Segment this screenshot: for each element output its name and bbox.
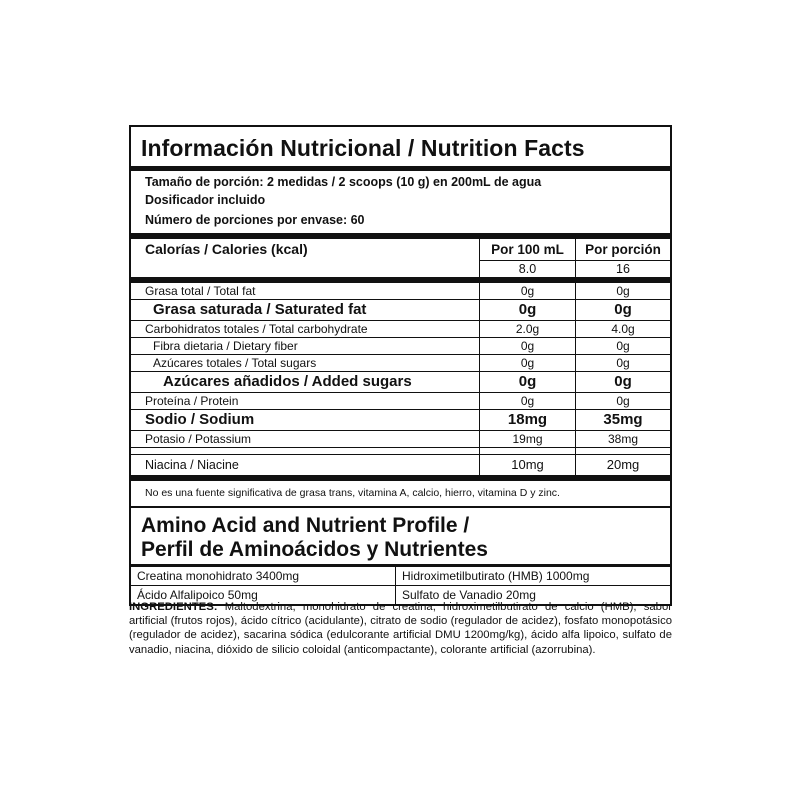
calories-header-row: [131, 239, 670, 261]
table-row: [131, 355, 670, 372]
ingredients-label: INGREDIENTES:: [129, 601, 218, 613]
nutrient-label: Fibra dietaria / Dietary fiber: [131, 338, 480, 355]
nutrient-per100: 2.0g: [480, 321, 576, 338]
table-row: [131, 300, 670, 321]
nutrient-per100: 19mg: [480, 431, 576, 448]
nutrient-serving: 0g: [576, 372, 671, 393]
spacer-row: [131, 448, 670, 455]
amino-title-line2: Perfil de Aminoácidos y Nutrientes: [141, 538, 488, 561]
nutrient-per100: 0g: [480, 300, 576, 321]
nutrient-label: Niacina / Niacine: [145, 458, 239, 472]
calories-100ml: 8.0: [480, 261, 576, 278]
nutrient-table: [131, 239, 670, 277]
nutrient-serving: 35mg: [576, 410, 671, 431]
amino-item: Sulfato de Vanadio 20mg: [402, 588, 536, 602]
nutrient-per100: 18mg: [480, 410, 576, 431]
nutrient-serving: 38mg: [576, 431, 671, 448]
nutrient-per100: 10mg: [480, 455, 576, 476]
amino-item: Creatina monohidrato 3400mg: [131, 567, 396, 586]
nutrient-serving: 0g: [576, 283, 671, 300]
col-header-serving: Por porción: [576, 239, 671, 261]
nutrient-per100: 0g: [480, 393, 576, 410]
nutrient-label: Grasa saturada / Saturated fat: [131, 300, 480, 321]
table-row: [131, 431, 670, 448]
nutrient-per100: 0g: [480, 355, 576, 372]
nutrient-label: Proteína / Protein: [131, 393, 480, 410]
amino-item: Hidroximetilbutirato (HMB) 1000mg: [396, 567, 670, 586]
table-row: [131, 410, 670, 431]
nutrient-rows: [131, 283, 670, 475]
calories-serving: 16: [576, 261, 671, 278]
amino-item: Ácido Alfalipoico 50mg: [131, 586, 396, 604]
serving-size: Tamaño de porción: 2 medidas / 2 scoops (10 g) en 200mL de agua: [145, 175, 542, 189]
nutrient-serving: 20mg: [576, 455, 671, 476]
ingredients-paragraph: [129, 600, 672, 657]
nutrient-serving: 0g: [576, 300, 671, 321]
nutrition-facts-box: [129, 125, 672, 606]
nutrition-title: Información Nutricional / Nutrition Facts: [141, 135, 585, 161]
nutrient-serving: 0g: [576, 355, 671, 372]
nutrient-serving: 0g: [576, 338, 671, 355]
table-row: [131, 338, 670, 355]
dosifier-note: Dosificador incluido: [145, 193, 266, 207]
nutrient-label: Potasio / Potassium: [131, 431, 480, 448]
nutrient-serving: 4.0g: [576, 321, 671, 338]
calories-label: Calorías / Calories (kcal): [145, 241, 308, 258]
nutrient-label: Azúcares totales / Total sugars: [131, 355, 480, 372]
footnote: No es una fuente significativa de grasa trans, vitamina A, calcio, hierro, vitamina D y zinc.: [145, 487, 560, 499]
servings-per-container: Número de porciones por envase: 60: [145, 213, 365, 227]
amino-title: [131, 508, 670, 564]
amino-grid: [131, 567, 670, 604]
nutrient-label: Azúcares añadidos / Added sugars: [131, 372, 480, 393]
nutrient-per100: 0g: [480, 372, 576, 393]
table-row: [131, 393, 670, 410]
ingredients-text: Maltodextrina, monohidrato de creatina, hidroximetilbutirato de calcio (HMB), sabor artificial (frutos rojos), ácido cítrico (acidulante), citrato de sodio (regulador de acidez), fosfato monopotásico (regulador de acidez), sacarina sódica (edulcorante artificial DMU 1200mg/kg), ácido alfa lipoico, sulfato de vanadio, niacina, dióxido de silicio coloidal (anticompactante), colorante artificial (azorrubina).: [129, 601, 673, 656]
amino-title-line1: Amino Acid and Nutrient Profile /: [141, 514, 470, 537]
nutrient-per100: 0g: [480, 338, 576, 355]
nutrient-serving: 0g: [576, 393, 671, 410]
nutrition-label: [129, 125, 672, 606]
nutrient-label: Grasa total / Total fat: [131, 283, 480, 300]
col-header-100ml: Por 100 mL: [480, 239, 576, 261]
nutrient-label: Carbohidratos totales / Total carbohydrate: [131, 321, 480, 338]
table-row: [131, 455, 670, 476]
table-row: [131, 372, 670, 393]
nutrient-label: Sodio / Sodium: [131, 410, 480, 431]
table-row: [131, 283, 670, 300]
calories-values-row: [131, 261, 670, 278]
nutrient-per100: 0g: [480, 283, 576, 300]
table-row: [131, 321, 670, 338]
